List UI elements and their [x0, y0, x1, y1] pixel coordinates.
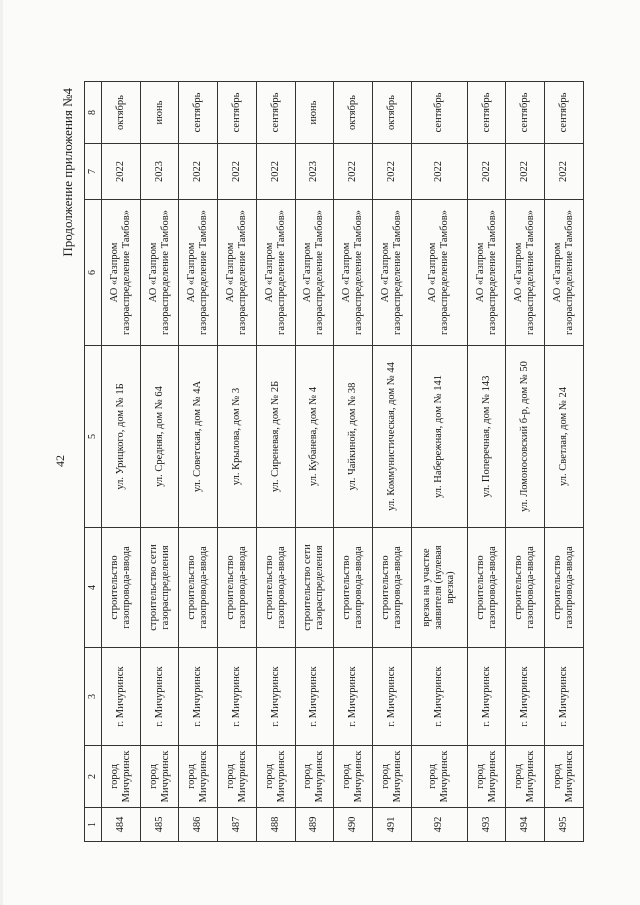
organization-cell: АО «Газпром газораспределение Тамбов»: [140, 200, 179, 346]
address-cell: ул. Коммунистическая, дом № 44: [373, 346, 412, 528]
settlement-cell: г. Мичуринск: [334, 648, 373, 746]
month-cell: сентябрь: [218, 82, 257, 144]
work-type-cell: строительство сети газораспределения: [140, 528, 179, 648]
municipality-cell: город Мичуринск: [140, 746, 179, 808]
work-type-cell: строительство газопровода-ввода: [179, 528, 218, 648]
table-row: [545, 82, 584, 842]
rotated-content: [50, 82, 590, 842]
settlement-cell: г. Мичуринск: [467, 648, 506, 746]
year-cell: 2022: [218, 144, 257, 200]
organization-cell: АО «Газпром газораспределение Тамбов»: [218, 200, 257, 346]
organization-cell: АО «Газпром газораспределение Тамбов»: [102, 200, 141, 346]
month-cell: сентябрь: [411, 82, 467, 144]
header-cell: 1: [85, 808, 102, 842]
work-type-cell: строительство газопровода-ввода: [256, 528, 295, 648]
table-row: [411, 82, 467, 842]
organization-cell: АО «Газпром газораспределение Тамбов»: [334, 200, 373, 346]
month-cell: июнь: [295, 82, 334, 144]
address-cell: ул. Крылова, дом № 3: [218, 346, 257, 528]
address-cell: ул. Чайкиной, дом № 38: [334, 346, 373, 528]
settlement-cell: г. Мичуринск: [545, 648, 584, 746]
settlement-cell: г. Мичуринск: [295, 648, 334, 746]
settlement-cell: г. Мичуринск: [102, 648, 141, 746]
row-number-cell: 489: [295, 808, 334, 842]
row-number-cell: 486: [179, 808, 218, 842]
year-cell: 2022: [334, 144, 373, 200]
table-row: [373, 82, 412, 842]
organization-cell: АО «Газпром газораспределение Тамбов»: [411, 200, 467, 346]
table-row: [295, 82, 334, 842]
table-row: [334, 82, 373, 842]
row-number-cell: 494: [506, 808, 545, 842]
settlement-cell: г. Мичуринск: [506, 648, 545, 746]
header-cell: 7: [85, 144, 102, 200]
year-cell: 2022: [467, 144, 506, 200]
header-cell: 4: [85, 528, 102, 648]
month-cell: сентябрь: [256, 82, 295, 144]
year-cell: 2023: [295, 144, 334, 200]
table-row: [506, 82, 545, 842]
address-cell: ул. Урицкого, дом № 1Б: [102, 346, 141, 528]
year-cell: 2022: [373, 144, 412, 200]
page-number: 42: [53, 455, 67, 467]
month-cell: сентябрь: [506, 82, 545, 144]
scan-edge: [0, 0, 3, 905]
municipality-cell: город Мичуринск: [411, 746, 467, 808]
year-cell: 2022: [256, 144, 295, 200]
work-type-cell: строительство газопровода-ввода: [506, 528, 545, 648]
organization-cell: АО «Газпром газораспределение Тамбов»: [373, 200, 412, 346]
address-cell: ул. Сиреневая, дом № 2Б: [256, 346, 295, 528]
municipality-cell: город Мичуринск: [373, 746, 412, 808]
month-cell: июнь: [140, 82, 179, 144]
municipality-cell: город Мичуринск: [102, 746, 141, 808]
table-row: [102, 82, 141, 842]
organization-cell: АО «Газпром газораспределение Тамбов»: [545, 200, 584, 346]
work-type-cell: строительство газопровода-ввода: [545, 528, 584, 648]
row-number-cell: 485: [140, 808, 179, 842]
address-cell: ул. Советская, дом № 4А: [179, 346, 218, 528]
settlement-cell: г. Мичуринск: [411, 648, 467, 746]
year-cell: 2023: [140, 144, 179, 200]
header-cell: 8: [85, 82, 102, 144]
header-cell: 5: [85, 346, 102, 528]
address-cell: ул. Ломоносовский б-р, дом № 50: [506, 346, 545, 528]
row-number-cell: 487: [218, 808, 257, 842]
organization-cell: АО «Газпром газораспределение Тамбов»: [506, 200, 545, 346]
month-cell: октябрь: [373, 82, 412, 144]
address-cell: ул. Поперечная, дом № 143: [467, 346, 506, 528]
work-type-cell: строительство газопровода-ввода: [102, 528, 141, 648]
table-row: [179, 82, 218, 842]
organization-cell: АО «Газпром газораспределение Тамбов»: [179, 200, 218, 346]
address-cell: ул. Набережная, дом № 141: [411, 346, 467, 528]
organization-cell: АО «Газпром газораспределение Тамбов»: [467, 200, 506, 346]
address-cell: ул. Средняя, дом № 64: [140, 346, 179, 528]
settlement-cell: г. Мичуринск: [218, 648, 257, 746]
settlement-cell: г. Мичуринск: [256, 648, 295, 746]
table-row: [140, 82, 179, 842]
data-table: [84, 81, 584, 842]
municipality-cell: город Мичуринск: [218, 746, 257, 808]
organization-cell: АО «Газпром газораспределение Тамбов»: [295, 200, 334, 346]
work-type-cell: строительство газопровода-ввода: [373, 528, 412, 648]
appendix-title: Продолжение приложения №4: [60, 88, 75, 257]
header-cell: 6: [85, 200, 102, 346]
municipality-cell: город Мичуринск: [179, 746, 218, 808]
month-cell: октябрь: [334, 82, 373, 144]
address-cell: ул. Кубанева, дом № 4: [295, 346, 334, 528]
municipality-cell: город Мичуринск: [334, 746, 373, 808]
organization-cell: АО «Газпром газораспределение Тамбов»: [256, 200, 295, 346]
year-cell: 2022: [545, 144, 584, 200]
row-number-cell: 493: [467, 808, 506, 842]
work-type-cell: врезка на участке заявителя (нулевая врезка): [411, 528, 467, 648]
row-number-cell: 484: [102, 808, 141, 842]
settlement-cell: г. Мичуринск: [373, 648, 412, 746]
header-cell: 3: [85, 648, 102, 746]
month-cell: сентябрь: [545, 82, 584, 144]
year-cell: 2022: [179, 144, 218, 200]
row-number-cell: 495: [545, 808, 584, 842]
row-number-cell: 488: [256, 808, 295, 842]
table-row: [467, 82, 506, 842]
year-cell: 2022: [102, 144, 141, 200]
month-cell: октябрь: [102, 82, 141, 144]
year-cell: 2022: [506, 144, 545, 200]
settlement-cell: г. Мичуринск: [140, 648, 179, 746]
work-type-cell: строительство газопровода-ввода: [218, 528, 257, 648]
row-number-cell: 492: [411, 808, 467, 842]
municipality-cell: город Мичуринск: [545, 746, 584, 808]
month-cell: сентябрь: [467, 82, 506, 144]
header-row: [85, 82, 102, 842]
header-cell: 2: [85, 746, 102, 808]
municipality-cell: город Мичуринск: [467, 746, 506, 808]
year-cell: 2022: [411, 144, 467, 200]
work-type-cell: строительство сети газораспределения: [295, 528, 334, 648]
municipality-cell: город Мичуринск: [256, 746, 295, 808]
table-row: [218, 82, 257, 842]
row-number-cell: 490: [334, 808, 373, 842]
municipality-cell: город Мичуринск: [295, 746, 334, 808]
row-number-cell: 491: [373, 808, 412, 842]
table-body: [85, 82, 584, 842]
table-row: [256, 82, 295, 842]
month-cell: сентябрь: [179, 82, 218, 144]
work-type-cell: строительство газопровода-ввода: [334, 528, 373, 648]
settlement-cell: г. Мичуринск: [179, 648, 218, 746]
work-type-cell: строительство газопровода-ввода: [467, 528, 506, 648]
address-cell: ул. Светлая, дом № 24: [545, 346, 584, 528]
municipality-cell: город Мичуринск: [506, 746, 545, 808]
